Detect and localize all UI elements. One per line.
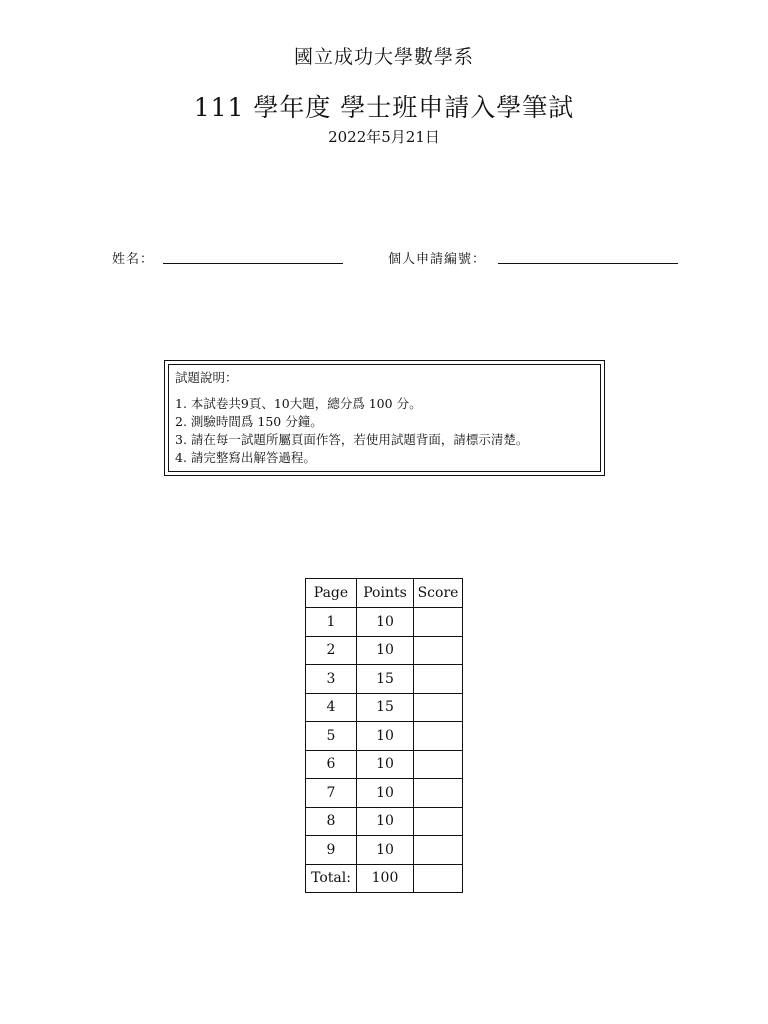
instruction-item: 3. 請在每一試題所屬頁面作答，若使用試題背面，請標示清楚。 xyxy=(175,432,529,447)
table-row xyxy=(306,779,463,808)
page-cell: 2 xyxy=(306,636,357,665)
table-row xyxy=(306,665,463,694)
total-row xyxy=(306,864,463,893)
table-row xyxy=(306,636,463,665)
exam-date: 2022年5月21日 xyxy=(328,128,440,146)
department-name: 國立成功大學數學系 xyxy=(293,46,474,68)
score-table xyxy=(305,578,463,893)
points-cell: 10 xyxy=(357,807,414,836)
page-cell: 5 xyxy=(306,722,357,751)
page-cell: 7 xyxy=(306,779,357,808)
header-points: Points xyxy=(357,579,414,608)
instruction-item: 1. 本試卷共9頁、10大題，總分爲 100 分。 xyxy=(175,396,422,411)
score-cell[interactable] xyxy=(414,779,463,808)
score-cell[interactable] xyxy=(414,608,463,637)
table-row xyxy=(306,608,463,637)
name-field[interactable] xyxy=(163,263,343,264)
page-cell: 6 xyxy=(306,750,357,779)
points-cell: 10 xyxy=(357,608,414,637)
score-cell[interactable] xyxy=(414,636,463,665)
points-cell: 10 xyxy=(357,750,414,779)
table-row xyxy=(306,722,463,751)
instructions-box xyxy=(164,360,605,476)
table-header-row xyxy=(306,579,463,608)
exam-title: 111 學年度 學士班申請入學筆試 xyxy=(193,93,575,122)
points-cell: 15 xyxy=(357,693,414,722)
total-score-cell[interactable] xyxy=(414,864,463,893)
points-cell: 15 xyxy=(357,665,414,694)
page-cell: 8 xyxy=(306,807,357,836)
instructions-inner-frame xyxy=(168,364,601,472)
table-row xyxy=(306,807,463,836)
page-cell: 1 xyxy=(306,608,357,637)
total-label-cell: Total: xyxy=(306,864,357,893)
instruction-item: 2. 測驗時間爲 150 分鐘。 xyxy=(175,414,323,429)
table-row xyxy=(306,750,463,779)
name-label: 姓名： xyxy=(112,252,155,267)
page-cell: 4 xyxy=(306,693,357,722)
page-cell: 3 xyxy=(306,665,357,694)
total-points-cell: 100 xyxy=(357,864,414,893)
score-cell[interactable] xyxy=(414,693,463,722)
score-cell[interactable] xyxy=(414,722,463,751)
page-cell: 9 xyxy=(306,836,357,865)
table-row xyxy=(306,693,463,722)
table-row xyxy=(306,836,463,865)
points-cell: 10 xyxy=(357,636,414,665)
instruction-item: 4. 請完整寫出解答過程。 xyxy=(175,450,316,465)
score-cell[interactable] xyxy=(414,836,463,865)
points-cell: 10 xyxy=(357,722,414,751)
application-id-label: 個人申請編號： xyxy=(388,252,487,267)
application-id-field[interactable] xyxy=(498,263,678,264)
header-score: Score xyxy=(414,579,463,608)
score-cell[interactable] xyxy=(414,807,463,836)
score-cell[interactable] xyxy=(414,750,463,779)
instructions-heading: 試題說明： xyxy=(175,370,238,385)
header-page: Page xyxy=(306,579,357,608)
score-cell[interactable] xyxy=(414,665,463,694)
points-cell: 10 xyxy=(357,779,414,808)
points-cell: 10 xyxy=(357,836,414,865)
